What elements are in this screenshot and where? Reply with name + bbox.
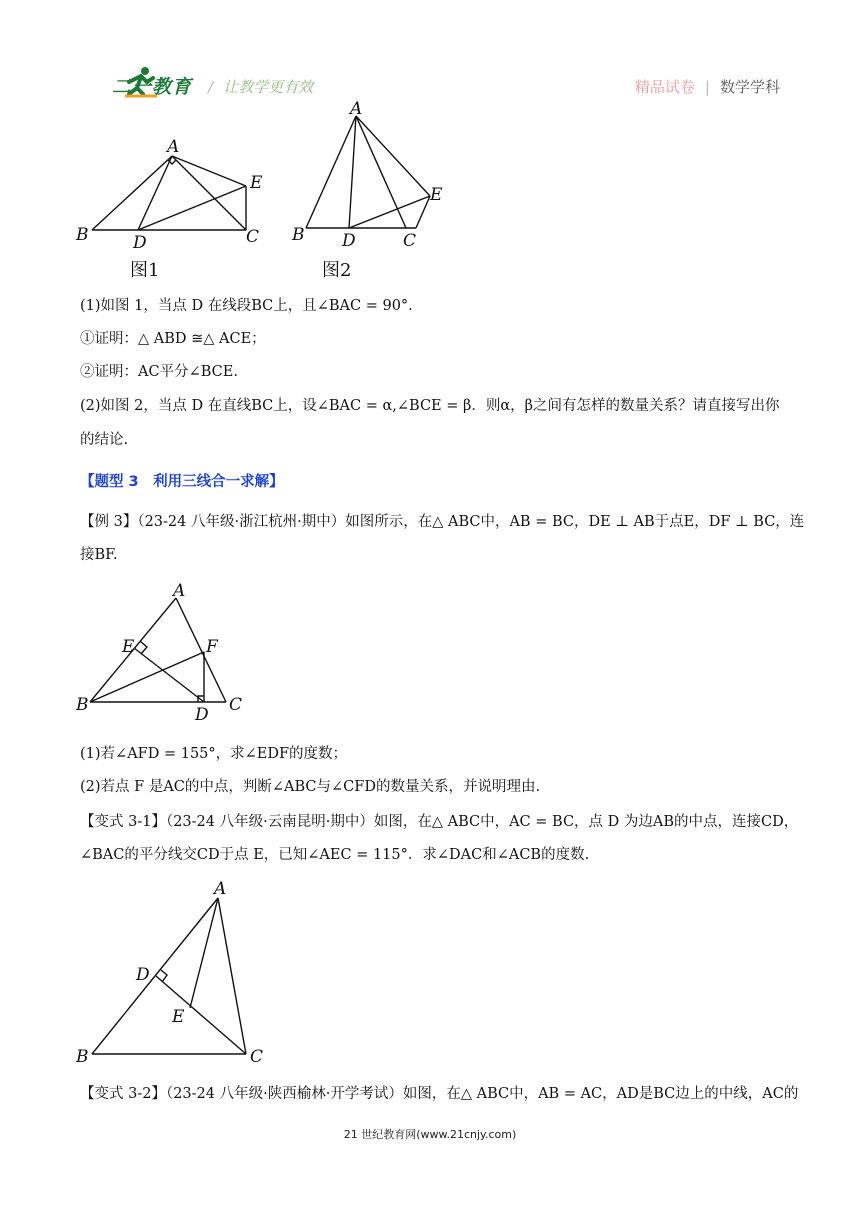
- variant-3-1-cont: ∠BAC的平分线交CD于点 E，已知∠AEC = 115°．求∠DAC和∠ACB的度数.: [80, 847, 590, 863]
- fig4-label-a: A: [214, 879, 227, 899]
- page-header: [0, 0, 860, 110]
- question-1: (1)如图 1，当点 D 在线段BC上，且∠BAC = 90°.: [80, 298, 413, 314]
- fig3-label-c: C: [229, 695, 243, 715]
- fig2-label-d: D: [342, 231, 356, 251]
- brand-name: 二一教育: [112, 76, 193, 98]
- fig4-label-d: D: [136, 965, 150, 985]
- section-heading: 【题型 3 利用三线合一求解】: [80, 474, 284, 490]
- fig1-label-a: A: [167, 137, 180, 157]
- fig2-label-b: B: [292, 225, 305, 245]
- question-1-part-1: ①证明：△ ABD ≅△ ACE；: [80, 331, 266, 347]
- fig3-label-d: D: [195, 705, 209, 725]
- brand-slogan: / 让教学更有效: [208, 78, 314, 96]
- fig1-label-c: C: [246, 227, 260, 247]
- fig1-caption: 图1: [130, 260, 160, 281]
- fig2-label-c: C: [403, 231, 417, 251]
- fig4-label-b: B: [76, 1047, 89, 1067]
- example-3-cont: 接BF.: [80, 547, 118, 563]
- figure-2: [290, 100, 470, 280]
- fig3-label-e: E: [122, 637, 135, 657]
- fig1-label-d: D: [133, 233, 147, 253]
- example-3-q1: (1)若∠AFD = 155°，求∠EDF的度数；: [80, 746, 348, 762]
- page-footer: 21 世纪教育网(www.21cnjy.com): [343, 1128, 517, 1141]
- fig4-label-c: C: [250, 1047, 264, 1067]
- fig1-label-e: E: [250, 173, 263, 193]
- variant-3-2: 【变式 3-2】（23-24 八年级·陕西榆林·开学考试）如图，在△ ABC中，AB = AC，AD是BC边上的中线，AC的: [80, 1086, 799, 1102]
- variant-3-1: 【变式 3-1】（23-24 八年级·云南昆明·期中）如图，在△ ABC中，AC = BC，点 D 为边AB的中点，连接CD，: [80, 814, 799, 830]
- fig3-label-a: A: [173, 581, 186, 601]
- fig1-label-b: B: [76, 225, 89, 245]
- figure-3: [72, 580, 252, 730]
- question-1-part-2: ②证明：AC平分∠BCE.: [80, 364, 238, 380]
- figure-4: [72, 876, 292, 1076]
- fig4-label-e: E: [172, 1007, 185, 1027]
- fig2-label-a: A: [350, 99, 363, 119]
- fig3-label-b: B: [76, 695, 89, 715]
- question-2: (2)如图 2，当点 D 在直线BC上，设∠BAC = α,∠BCE = β．则α，β之间有怎样的数量关系？请直接写出你: [80, 398, 780, 414]
- fig2-label-e: E: [430, 185, 443, 205]
- figure-1: [70, 130, 290, 310]
- fig3-label-f: F: [206, 637, 218, 657]
- fig2-caption: 图2: [322, 260, 352, 281]
- question-2-cont: 的结论.: [80, 432, 129, 448]
- example-3: 【例 3】（23-24 八年级·浙江杭州·期中）如图所示，在△ ABC中，AB = BC，DE ⊥ AB于点E，DF ⊥ BC，连: [80, 514, 805, 530]
- header-subject: 精品试卷 | 数学学科: [634, 78, 780, 96]
- example-3-q2: (2)若点 F 是AC的中点，判断∠ABC与∠CFD的数量关系，并说明理由.: [80, 779, 541, 795]
